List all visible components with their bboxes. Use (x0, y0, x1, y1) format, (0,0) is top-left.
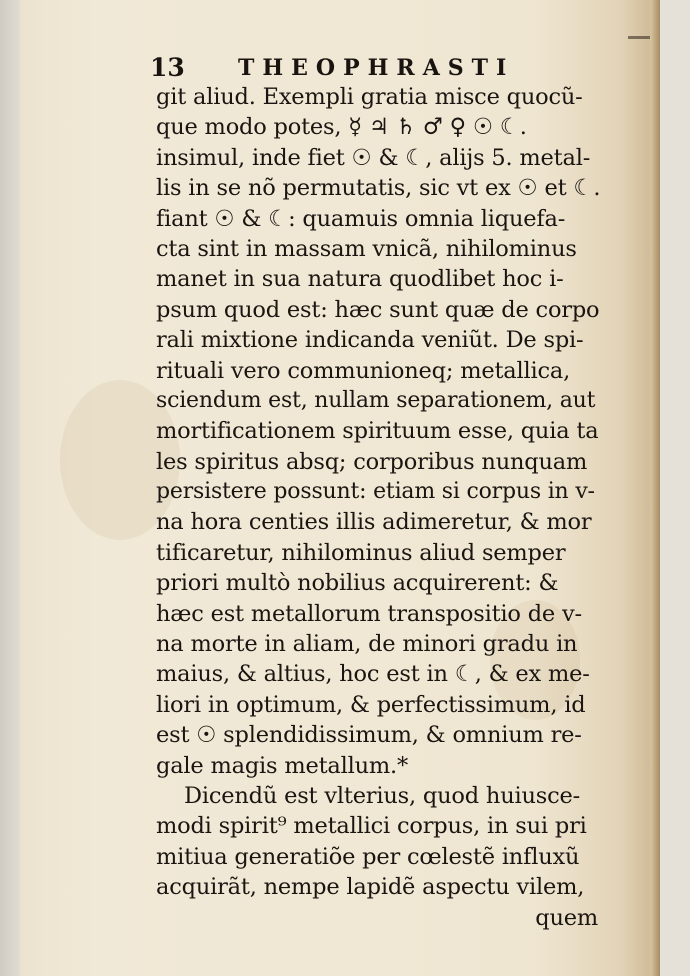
text-line: insimul, inde fiet ☉ & ☾, alijs 5. metal- (156, 144, 591, 171)
text-line: psum quod est: hæc sunt quæ de corpo (156, 296, 600, 323)
text-line: modi spirit⁹ metallici corpus, in sui pri (156, 813, 587, 840)
text-line: cta sint in massam vnicã, nihilominus (156, 235, 577, 262)
text-line: na morte in aliam, de minori gradu in (156, 631, 578, 658)
text-line: maius, & altius, hoc est in ☾, & ex me- (156, 661, 590, 688)
text-line: persistere possunt: etiam si corpus in v- (156, 479, 595, 505)
text-line: lis in se nõ permutatis, sic vt ex ☉ et ☾. (156, 175, 601, 202)
text-line: priori multò nobilius acquirerent: & (156, 570, 559, 597)
text-line: mortificationem spirituum esse, quia ta (156, 418, 599, 445)
paragraph-start-line: Dicendũ est vlterius, quod huiusce- (184, 782, 581, 809)
text-line: rituali vero communioneq; metallica, (156, 357, 571, 384)
text-line: mitiua generatiõe per cœlestẽ influxũ (156, 843, 580, 870)
page-edge (650, 0, 660, 976)
margin-mark (628, 36, 650, 39)
text-line: que modo potes, ☿ ♃ ♄ ♂ ♀ ☉ ☾. (156, 114, 527, 141)
text-line: tificaretur, nihilominus aliud semper (156, 539, 566, 566)
text-line: rali mixtione indicanda veniũt. De spi- (156, 327, 584, 354)
text-line: liori in optimum, & perfectissimum, id (156, 691, 586, 718)
page-number: 13 (150, 53, 185, 82)
text-line: acquirãt, nempe lapidẽ aspectu vilem, (156, 874, 585, 901)
catchword: quem (535, 904, 598, 931)
text-line: manet in sua natura quodlibet hoc i- (156, 266, 564, 293)
text-line: hæc est metallorum transpositio de v- (156, 600, 582, 627)
text-line: na hora centies illis adimeretur, & mor (156, 509, 592, 536)
text-line: git aliud. Exempli gratia misce quocũ- (156, 84, 583, 110)
text-line: est ☉ splendidissimum, & omnium re- (156, 722, 582, 749)
text-line: gale magis metallum.* (156, 752, 409, 779)
body-text (156, 82, 600, 933)
text-line: fiant ☉ & ☾: quamuis omnia liquefa- (156, 205, 566, 232)
text-line: les spiritus absq; corporibus nunquam (156, 448, 588, 475)
text-line: sciendum est, nullam separationem, aut (156, 387, 596, 413)
page-header (150, 52, 610, 84)
running-head: THEOPHRASTI (238, 55, 515, 81)
